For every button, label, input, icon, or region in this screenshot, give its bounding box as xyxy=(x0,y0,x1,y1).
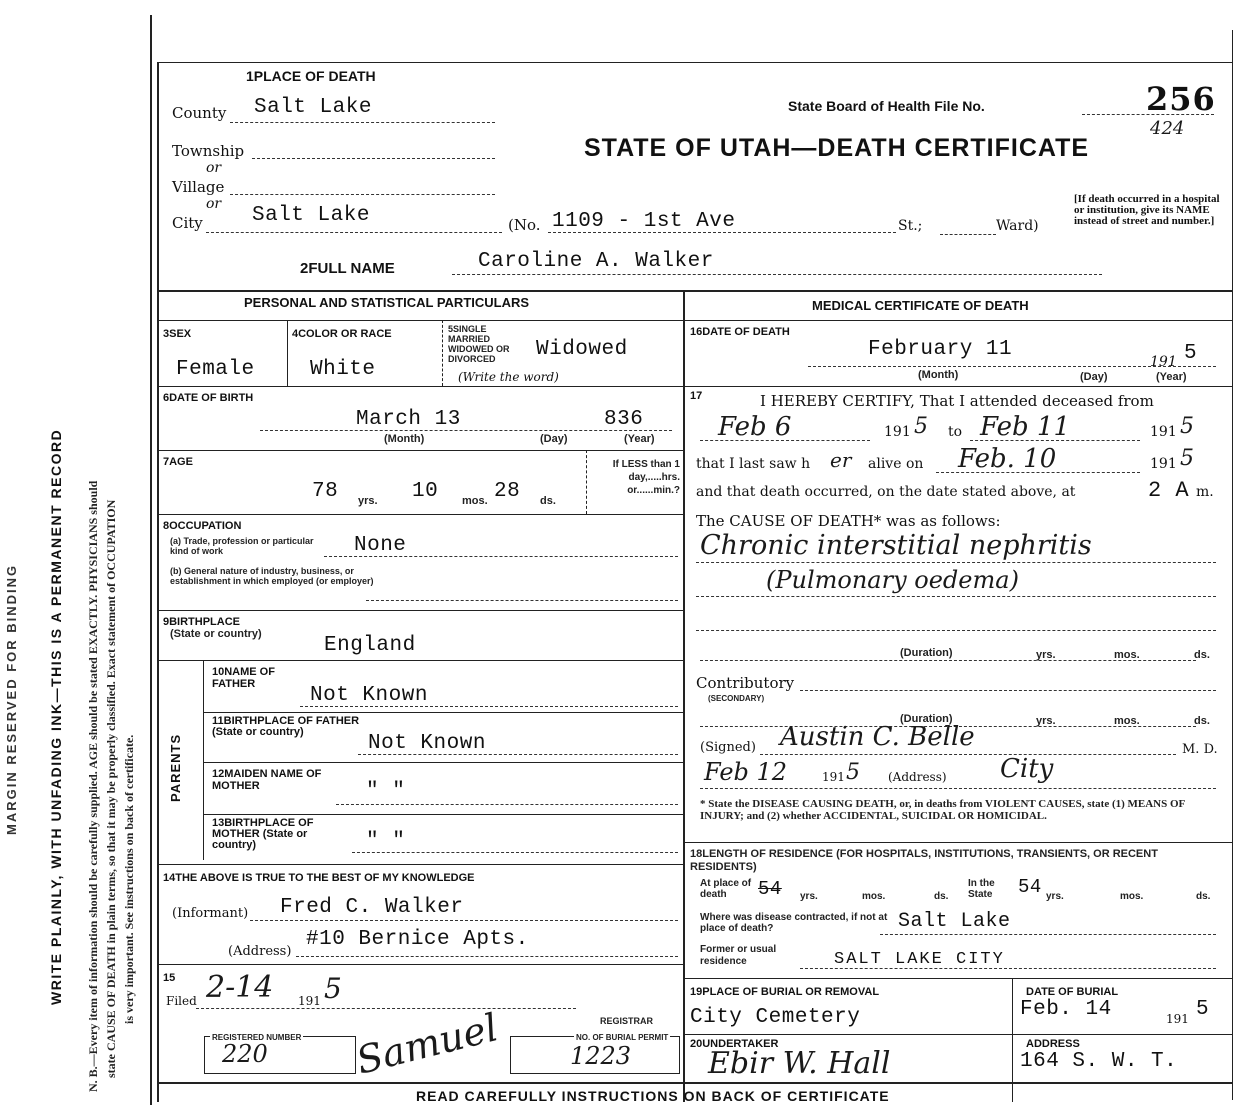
burial-year-prefix: 191 xyxy=(1166,1012,1189,1026)
row-birthplace-top xyxy=(157,610,683,611)
dob-line xyxy=(260,430,672,431)
occupation-label: 8OCCUPATION xyxy=(163,520,242,532)
street-st-label: St.; xyxy=(898,218,923,234)
full-name-line xyxy=(452,274,1102,275)
md-label: M. D. xyxy=(1182,742,1218,757)
marital-note: (Write the word) xyxy=(458,370,559,384)
mother-name-line xyxy=(336,804,678,805)
row-burial-top xyxy=(683,978,1232,979)
death-time-value: 2 A xyxy=(1148,478,1190,503)
file-number-label: State Board of Health File No. xyxy=(788,98,985,114)
birthplace-note: (State or country) xyxy=(170,628,262,640)
row-undertaker-top xyxy=(683,1034,1232,1035)
age-ds-label: ds. xyxy=(540,495,556,507)
burial-permit-label: NO. OF BURIAL PERMIT xyxy=(576,1033,669,1042)
signed-year-prefix: 191 xyxy=(822,770,845,784)
row-filed-top xyxy=(157,964,683,965)
mother-birthplace-value: " " xyxy=(366,830,406,853)
undertaker-label: 20UNDERTAKER xyxy=(690,1038,779,1050)
death-date-line xyxy=(808,366,1216,367)
signed-year-value: 5 xyxy=(846,760,860,785)
medical-section-title: MEDICAL CERTIFICATE OF DEATH xyxy=(812,298,1029,313)
filed-year-prefix: 191 xyxy=(298,994,321,1008)
age-yrs-label: yrs. xyxy=(358,495,378,507)
mother-birthplace-label: 13BIRTHPLACE OF MOTHER (State or country) xyxy=(212,817,314,851)
age-mos-label: mos. xyxy=(462,495,488,507)
duration-yrs-label-2: yrs. xyxy=(1036,715,1056,727)
duration-ds-label-1: ds. xyxy=(1194,649,1210,661)
last-saw-line xyxy=(936,472,1140,473)
margin-note-line3: is very important. See instructions on back of certificate. xyxy=(122,734,136,1024)
occupation-value: None xyxy=(354,534,407,557)
occupation-a-line xyxy=(324,556,678,557)
age-years-value: 78 xyxy=(312,480,339,503)
attended-from-line xyxy=(700,440,870,441)
village-label: Village xyxy=(172,178,225,196)
last-saw-text: that I last saw h xyxy=(696,456,811,472)
death-year-label: (Year) xyxy=(1156,371,1187,383)
mother-name-value: " " xyxy=(366,780,406,803)
occupation-b-line xyxy=(366,600,678,601)
burial-year-value: 5 xyxy=(1196,998,1210,1021)
county-label: County xyxy=(172,104,227,122)
sex-color-divider xyxy=(287,320,288,386)
file-number-value: 256 xyxy=(1146,80,1216,118)
registered-number-value: 220 xyxy=(222,1040,268,1068)
duration-line-1 xyxy=(700,660,1196,661)
burial-date-value: Feb. 14 xyxy=(1020,998,1112,1021)
filed-label: Filed xyxy=(166,994,197,1008)
death-year-value: 5 xyxy=(1184,342,1198,365)
registered-number-label: REGISTERED NUMBER xyxy=(212,1033,302,1042)
father-name-label: 10NAME OF FATHER xyxy=(212,666,275,690)
dob-month-label: (Month) xyxy=(384,433,425,445)
signed-line xyxy=(760,754,1176,755)
death-time-m-label: m. xyxy=(1196,484,1214,500)
row-date-death-top xyxy=(683,320,1232,321)
row-sex-top xyxy=(157,320,683,321)
attended-from-value: Feb 6 xyxy=(718,412,792,442)
dob-value: March 13 xyxy=(356,408,461,431)
parents-label: PARENTS xyxy=(168,733,183,802)
former-residence-line xyxy=(800,968,1216,969)
in-state-ds: ds. xyxy=(1196,891,1211,902)
color-marital-divider xyxy=(442,320,443,386)
or-text-2: or xyxy=(206,196,222,212)
certify-text: I HEREBY CERTIFY, That I attended deceased from xyxy=(760,392,1154,410)
row-dob-top xyxy=(157,386,683,387)
father-birthplace-label: 11BIRTHPLACE OF FATHER (State or country) xyxy=(212,715,360,738)
burial-date-label: DATE OF BURIAL xyxy=(1026,986,1119,998)
row-occupation-top xyxy=(157,514,683,515)
filed-line xyxy=(196,1008,576,1009)
duration-mos-label-1: mos. xyxy=(1114,649,1140,661)
contributory-line xyxy=(800,690,1216,691)
registrar-signature: Samuel xyxy=(352,1005,503,1083)
signed-address-line xyxy=(700,788,1216,789)
city-line xyxy=(206,232,502,233)
sex-value: Female xyxy=(176,358,255,381)
township-label: Township xyxy=(172,142,245,160)
in-state-mos: mos. xyxy=(1120,891,1144,902)
duration-yrs-label-1: yrs. xyxy=(1036,649,1056,661)
marital-value: Widowed xyxy=(536,338,628,361)
alive-on-text: alive on xyxy=(868,456,924,472)
death-month-label: (Month) xyxy=(918,369,959,381)
contracted-line xyxy=(880,934,1216,935)
row-parents-top xyxy=(157,660,683,661)
marital-label: 5SINGLE MARRIED WIDOWED OR DIVORCED xyxy=(448,324,510,364)
dob-label: 6DATE OF BIRTH xyxy=(163,392,254,404)
section-divider xyxy=(683,290,685,1102)
or-text-1: or xyxy=(206,160,222,176)
row-residence-top xyxy=(683,842,1232,843)
county-value: Salt Lake xyxy=(254,96,372,119)
undertaker-address-value: 164 S. W. T. xyxy=(1020,1050,1178,1073)
at-place-label: At place of death xyxy=(700,878,752,900)
in-state-label: In the State xyxy=(968,878,995,900)
filed-year-value: 5 xyxy=(324,972,342,1005)
mother-name-label: 12MAIDEN NAME OF MOTHER xyxy=(212,768,322,792)
street-no-label: (No. xyxy=(508,216,541,234)
occupation-b-label: (b) General nature of industry, business, or establishment in which employed (or employer) xyxy=(170,566,374,586)
cause-footnote: * State the DISEASE CAUSING DEATH, or, in deaths from VIOLENT CAUSES, state (1) MEANS OF INJURY; and (2) whether ACCIDENTAL, SUICIDAL OR HOMICIDAL. xyxy=(700,798,1185,822)
row-knowledge-top xyxy=(157,864,683,865)
personal-section-title: PERSONAL AND STATISTICAL PARTICULARS xyxy=(244,295,530,310)
cause-of-death-label: The CAUSE OF DEATH* was as follows: xyxy=(696,512,1001,530)
certificate-title: STATE OF UTAH—DEATH CERTIFICATE xyxy=(584,134,1090,162)
occupation-a-label: (a) Trade, profession or particular kind of work xyxy=(170,536,314,556)
parents-divider xyxy=(203,660,204,860)
death-year-prefix: 191 xyxy=(1150,354,1177,370)
village-line xyxy=(230,194,495,195)
father-name-value: Not Known xyxy=(310,684,428,707)
full-name-value: Caroline A. Walker xyxy=(478,250,714,273)
contracted-value: Salt Lake xyxy=(898,910,1011,933)
father-birthplace-line xyxy=(358,754,678,755)
undertaker-address-label: ADDRESS xyxy=(1026,1038,1080,1050)
section-top-border xyxy=(157,290,1232,292)
place-of-death-label: 1PLACE OF DEATH xyxy=(246,68,376,84)
margin-note-line1: N. B.—Every item of information should be carefully supplied. AGE should be stated EXACTLY. PHYSICIANS should xyxy=(86,480,100,1092)
signed-label: (Signed) xyxy=(700,740,756,755)
street-address-value: 1109 - 1st Ave xyxy=(552,210,736,233)
informant-value: Fred C. Walker xyxy=(280,896,464,919)
color-label: 4COLOR OR RACE xyxy=(292,328,392,340)
cause-line-1: Chronic interstitial nephritis xyxy=(700,530,1092,561)
in-state-value: 54 xyxy=(1018,876,1042,898)
full-name-label: 2FULL NAME xyxy=(300,260,395,277)
informant-label: (Informant) xyxy=(172,906,249,921)
row-mother-name-top xyxy=(203,762,683,763)
signed-address-label: (Address) xyxy=(888,770,947,784)
age-months-value: 10 xyxy=(412,480,439,503)
informant-address-line xyxy=(296,956,678,957)
row-age-top xyxy=(157,450,683,451)
birthplace-value: England xyxy=(324,634,416,657)
former-residence-value: SALT LAKE CITY xyxy=(834,950,1005,964)
cause-line-1-rule xyxy=(696,562,1216,563)
secondary-label: (SECONDARY) xyxy=(708,694,765,703)
sex-label: 3SEX xyxy=(163,328,192,340)
last-saw-year-prefix: 191 xyxy=(1150,456,1177,472)
attended-from-year-suffix: 5 xyxy=(914,414,928,439)
less-than-label: If LESS than 1 day,.....hrs. or......min.? xyxy=(612,459,680,496)
dob-year-value: 836 xyxy=(604,408,644,431)
age-days-value: 28 xyxy=(494,480,521,503)
date-of-death-value: February 11 xyxy=(868,338,1013,361)
last-saw-year-suffix: 5 xyxy=(1180,446,1194,471)
attended-to-year-suffix: 5 xyxy=(1180,414,1194,439)
ward-label: Ward) xyxy=(996,218,1039,234)
ward-line xyxy=(940,234,996,235)
contributory-label: Contributory xyxy=(696,674,795,692)
age-label: 7AGE xyxy=(163,456,193,468)
mother-birthplace-line xyxy=(352,852,678,853)
residence-label: 18LENGTH OF RESIDENCE (FOR HOSPITALS, INSTITUTIONS, TRANSIENTS, OR RECENT RESIDENTS) xyxy=(690,848,1158,873)
hospital-note: [If death occurred in a hospital or institution, give its NAME instead of street and number.] xyxy=(1074,193,1220,227)
knowledge-label: 14THE ABOVE IS TRUE TO THE BEST OF MY KNOWLEDGE xyxy=(163,872,475,884)
duration-label-1: (Duration) xyxy=(900,647,953,659)
duration-label-2: (Duration) xyxy=(900,713,953,725)
informant-line xyxy=(250,920,678,921)
dob-year-label: (Year) xyxy=(624,433,655,445)
county-line xyxy=(230,122,495,123)
informant-address-value: #10 Bernice Apts. xyxy=(306,928,529,951)
form-left-border xyxy=(157,62,159,1102)
date-of-death-label: 16DATE OF DEATH xyxy=(690,326,790,338)
row-certify-top xyxy=(683,386,1232,387)
attended-to-value: Feb 11 xyxy=(980,412,1070,442)
attended-from-year-prefix: 191 xyxy=(884,424,911,440)
former-residence-label: Former or usual residence xyxy=(700,944,777,967)
back-instructions: READ CAREFULLY INSTRUCTIONS ON BACK OF CERTIFICATE xyxy=(416,1088,890,1104)
signed-date-value: Feb 12 xyxy=(704,758,788,786)
contracted-label: Where was disease contracted, if not at place of death? xyxy=(700,912,888,934)
burial-permit-value: 1223 xyxy=(570,1042,632,1070)
cause-line-3-rule xyxy=(696,630,1216,631)
registrar-label: REGISTRAR xyxy=(600,1016,654,1026)
form-right-border xyxy=(1232,30,1233,1100)
left-margin-rule xyxy=(150,15,152,1105)
attended-to-line xyxy=(970,440,1140,441)
file-number-handwritten: 424 xyxy=(1150,118,1185,139)
filed-date-value: 2-14 xyxy=(206,970,274,1005)
death-occurred-text: and that death occurred, on the date stated above, at xyxy=(696,484,1076,500)
margin-binding-text: MARGIN RESERVED FOR BINDING xyxy=(4,563,19,835)
at-place-yrs: yrs. xyxy=(800,891,818,902)
margin-note-line2: state CAUSE OF DEATH in plain terms, so that it may be properly classified. Exact statement of OCCUPATION xyxy=(104,499,118,1078)
row-father-birthplace-top xyxy=(203,712,683,713)
in-state-yrs: yrs. xyxy=(1046,891,1064,902)
form-bottom-border xyxy=(157,1082,1232,1084)
street-line xyxy=(548,232,896,233)
father-birthplace-value: Not Known xyxy=(368,732,486,755)
burial-place-value: City Cemetery xyxy=(690,1006,861,1029)
row-mother-birthplace-top xyxy=(203,814,683,815)
birthplace-label: 9BIRTHPLACE xyxy=(163,616,241,628)
city-label: City xyxy=(172,214,203,232)
attended-to-year-prefix: 191 xyxy=(1150,424,1177,440)
death-day-label: (Day) xyxy=(1080,371,1108,383)
duration-ds-label-2: ds. xyxy=(1194,715,1210,727)
duration-mos-label-2: mos. xyxy=(1114,715,1140,727)
signed-value: Austin C. Belle xyxy=(780,722,975,752)
township-line xyxy=(252,158,495,159)
filed-number: 15 xyxy=(163,972,176,984)
margin-permanent-text: WRITE PLAINLY, WITH UNFADING INK—THIS IS A PERMANENT RECORD xyxy=(48,428,64,1005)
city-value: Salt Lake xyxy=(252,204,370,227)
last-saw-date-value: Feb. 10 xyxy=(958,444,1057,474)
father-name-line xyxy=(300,706,678,707)
undertaker-value: Ebir W. Hall xyxy=(708,1046,891,1081)
attended-to-label: to xyxy=(948,424,963,440)
dob-day-label: (Day) xyxy=(540,433,568,445)
informant-address-label: (Address) xyxy=(228,944,292,959)
last-saw-pronoun: er xyxy=(830,448,852,472)
at-place-mos: mos. xyxy=(862,891,886,902)
cause-line-2-rule xyxy=(696,596,1216,597)
burial-place-label: 19PLACE OF BURIAL OR REMOVAL xyxy=(690,986,880,998)
at-place-ds: ds. xyxy=(934,891,949,902)
cause-line-2: (Pulmonary oedema) xyxy=(766,566,1019,594)
at-place-value: 54 xyxy=(758,878,782,900)
signed-address-value: City xyxy=(1000,754,1054,784)
certify-number: 17 xyxy=(690,390,703,402)
form-top-border xyxy=(157,62,1232,63)
color-value: White xyxy=(310,358,376,381)
